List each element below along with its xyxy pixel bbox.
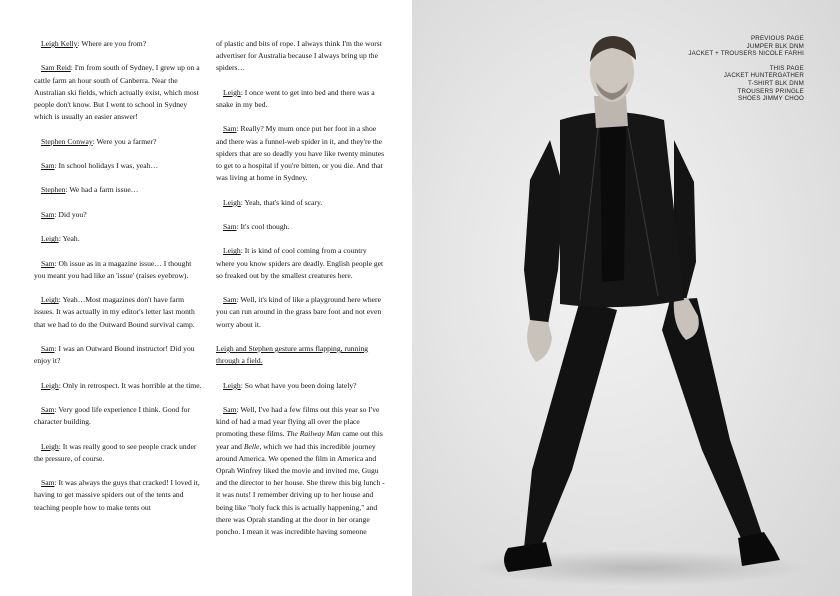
stage-direction: Leigh and Stephen gesture arms flapping, running through a field.: [216, 343, 369, 366]
credits-heading-previous: PREVIOUS PAGE: [750, 35, 804, 42]
fashion-photo-page: [412, 0, 840, 596]
interview-paragraph: [34, 136, 204, 148]
speaker-name: Stephen Conway: [41, 136, 93, 146]
paragraph-text: : Did you?: [54, 209, 87, 219]
interview-paragraph: [34, 258, 204, 282]
interview-paragraph: [34, 404, 204, 428]
speaker-name: Sam: [41, 258, 55, 268]
speaker-name: Sam: [41, 478, 55, 488]
paragraph-text: came out this year and: [216, 429, 383, 451]
credit-line: JUMPER BLK DNM: [746, 42, 804, 50]
paragraph-text: : So what have you been doing lately?: [240, 380, 357, 390]
speaker-name: Leigh: [41, 234, 59, 244]
interview-paragraph: [216, 380, 386, 392]
interview-paragraph: [34, 343, 204, 367]
interview-paragraph: [34, 160, 204, 172]
paragraph-text: : Oh issue as in a magazine issue… I thought you meant you had like an 'issue' (raises eyebrow).: [34, 258, 192, 280]
speaker-name: Leigh: [223, 380, 241, 390]
speaker-name: Leigh: [223, 197, 241, 207]
continued-paragraph: of plastic and bits of rope. I always think I'm the worst advertiser for Australia because I always bring up the spiders…: [216, 39, 382, 73]
paragraph-text: , which we had this incredible journey around America. We opened the film in America and Oprah Winfrey liked the movie and invited me, Gugu and the director to her house. She threw this big lunch - it was nuts! I remember driving up to her house and being like "holy fuck this is actually happening," and there was Oprah standing at the door in her orange poncho. I mean it was incredible having someone: [216, 441, 385, 536]
paragraph-text: : We had a farm issue…: [65, 185, 139, 195]
speaker-name: Sam: [223, 124, 237, 134]
paragraph-text: : Very good life experience I think. Good for character building.: [34, 404, 190, 427]
interview-paragraph: [216, 197, 386, 209]
interview-text-page: [0, 0, 412, 596]
speaker-name: Leigh: [41, 380, 59, 390]
paragraph-text: : Yeah…Most magazines don't have farm issues. It was actually in my editor's letter last month that we had to do the Outward Bound survival camp.: [34, 295, 195, 329]
film-title: Belle: [243, 441, 260, 451]
credits-heading-this: THIS PAGE: [769, 64, 804, 72]
credit-line: T-SHIRT BLK DNM: [747, 79, 804, 87]
interview-paragraph: [216, 245, 386, 282]
speaker-name: Sam: [223, 295, 237, 305]
interview-paragraph: [216, 221, 386, 233]
speaker-name: Leigh Kelly: [41, 39, 78, 48]
paragraph-text: : Where are you from?: [77, 39, 147, 48]
interview-paragraph: [34, 380, 204, 392]
interview-paragraph: [216, 87, 386, 111]
speaker-name: Leigh: [223, 246, 241, 256]
interview-paragraph: [34, 62, 204, 123]
paragraph-text: : Really? My mum once put her foot in a shoe and there was a funnel-web spider in it, and they're the spiders that are so deadly you have like twenty minutes to get to a hospital if you're bitten, or you die. And that was living at home in Sydney.: [216, 124, 385, 183]
paragraph-text: : Only in retrospect. It was horrible at the time.: [58, 380, 202, 390]
paragraph-text: : In school holidays I was, yeah…: [54, 160, 159, 170]
credit-line: JACKET HUNTERGATHER: [723, 72, 804, 80]
interview-paragraph: [216, 404, 386, 538]
credit-line: TROUSERS PRINGLE: [737, 87, 804, 95]
speaker-name: Sam: [223, 221, 237, 231]
paragraph-text: : I was an Outward Bound instructor! Did you enjoy it?: [34, 343, 195, 366]
interview-column-left: [34, 38, 204, 526]
speaker-name: Leigh: [223, 87, 241, 97]
fashion-credits: [688, 35, 804, 103]
interview-paragraph: [34, 477, 204, 514]
paragraph-text: : Were you a farmer?: [92, 136, 157, 146]
interview-column-right: [216, 38, 386, 550]
interview-paragraph: [34, 233, 204, 245]
paragraph-text: : It was really good to see people crack under the pressure, of course.: [34, 441, 197, 463]
speaker-name: Leigh: [41, 441, 59, 451]
paragraph-text: : I'm from south of Sydney, I grew up on a cattle farm an hour south of Canberra. Near the Australian ski fields, which actually exist, which most people don't know. But I went to school in Sydney which is usually an easier answer!: [34, 63, 200, 122]
speaker-name: Leigh: [41, 295, 59, 305]
paragraph-text: : I once went to get into bed and there was a snake in my bed.: [216, 87, 375, 109]
speaker-name: Sam: [41, 209, 55, 219]
interview-paragraph: [216, 294, 386, 331]
speaker-name: Stephen: [41, 185, 66, 195]
interview-paragraph: [216, 123, 386, 184]
speaker-name: Sam: [41, 404, 55, 414]
film-title: The Railway Man: [286, 429, 341, 439]
interview-paragraph: [34, 38, 204, 50]
paragraph-text: : It was always the guys that cracked! I loved it, having to get massive spiders out of the tents and teaching people how to make tents out: [34, 478, 200, 512]
paragraph-text: : It's cool though.: [236, 221, 290, 231]
speaker-name: Sam Reid: [41, 63, 71, 73]
credit-line: SHOES JIMMY CHOO: [738, 95, 804, 103]
paragraph-text: : Yeah, that's kind of scary.: [240, 197, 323, 207]
speaker-name: Sam: [41, 160, 55, 170]
interview-paragraph: [34, 184, 204, 196]
speaker-name: Sam: [41, 343, 55, 353]
paragraph-text: : Yeah.: [58, 234, 80, 244]
paragraph-text: : It is kind of cool coming from a country where you know spiders are deadly. English people get so freaked out by the smallest creatures here.: [216, 246, 384, 280]
paragraph-text: : Well, it's kind of like a playground here where you can run around in the grass bare foot and not even worry about it.: [216, 295, 382, 329]
credit-line: JACKET + TROUSERS NICOLE FARHI: [688, 50, 804, 58]
interview-paragraph: [34, 441, 204, 465]
interview-paragraph: [34, 209, 204, 221]
interview-paragraph: [34, 294, 204, 331]
paragraph-text: : Well, I've had a few films out this year so I've kind of had a mad year flying all over the place promoting these films.: [216, 404, 380, 439]
speaker-name: Sam: [223, 404, 237, 414]
